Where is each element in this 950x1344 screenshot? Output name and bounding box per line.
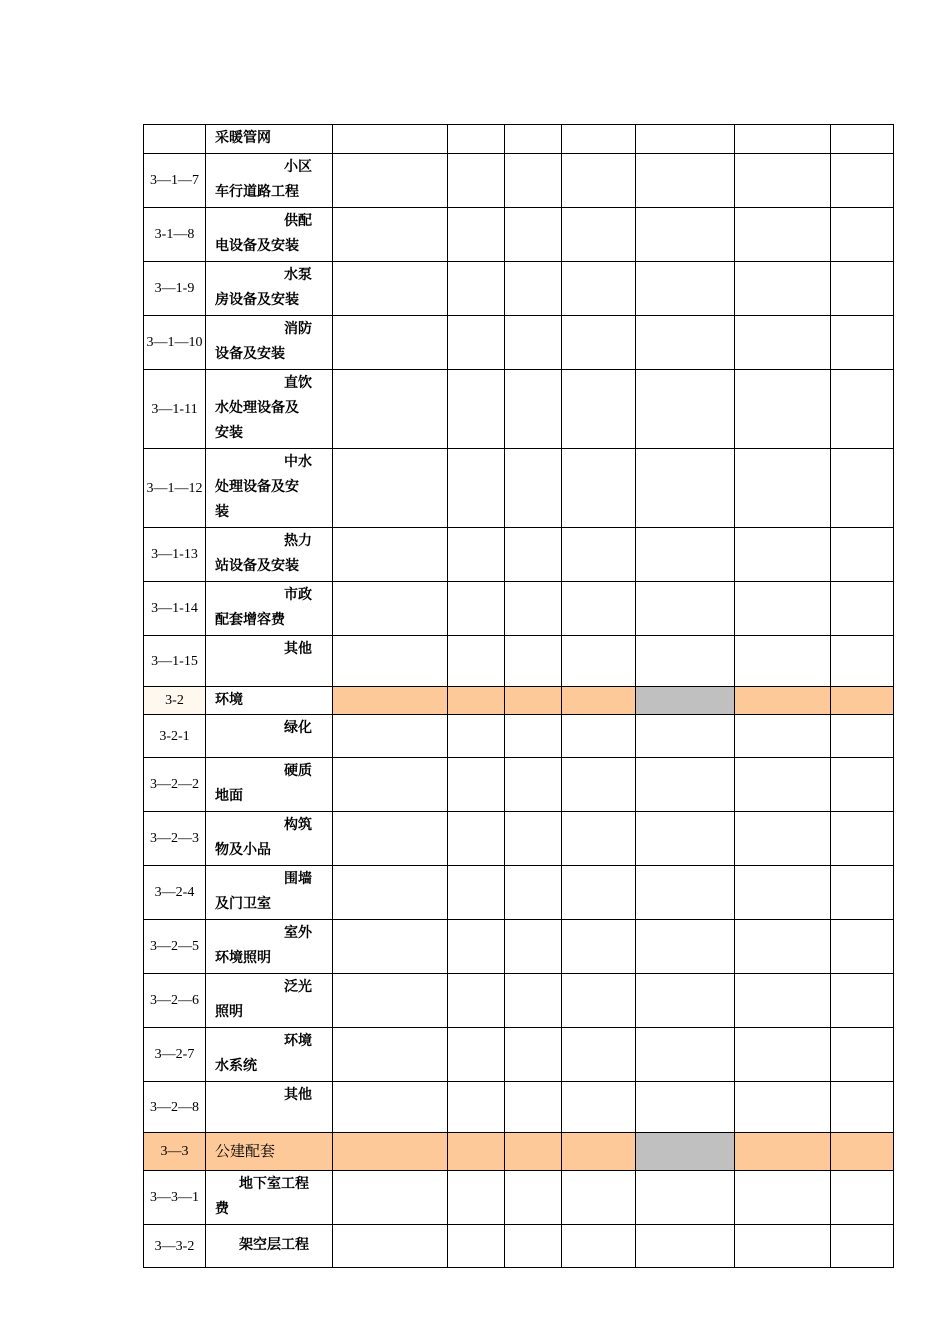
- section-cell: [735, 1133, 831, 1171]
- empty-cell: [831, 758, 894, 812]
- item-code: 3-1—8: [144, 208, 206, 262]
- table-row: [144, 125, 894, 154]
- item-name: [206, 262, 333, 316]
- empty-cell: [636, 582, 735, 636]
- empty-cell: [505, 758, 562, 812]
- item-name-tail: 设备及安装: [215, 346, 285, 362]
- item-name-head: 其他: [284, 1087, 312, 1103]
- empty-cell: [831, 125, 894, 154]
- item-name: [206, 449, 333, 528]
- section-cell: [505, 1133, 562, 1171]
- item-name-tail: 处理设备及安装: [215, 479, 299, 520]
- item-name-tail: 地面: [215, 788, 243, 804]
- section-cell: [831, 687, 894, 715]
- empty-cell: [636, 1225, 735, 1268]
- empty-cell: [505, 370, 562, 449]
- item-name-head: 硬质: [284, 763, 312, 779]
- item-name-head: 直饮: [284, 375, 312, 391]
- item-name-head: 市政: [284, 587, 312, 603]
- item-name-head: 中水: [284, 454, 312, 470]
- empty-cell: [735, 1171, 831, 1225]
- table-row: [144, 154, 894, 208]
- item-code: 3-2-1: [144, 715, 206, 758]
- empty-cell: [448, 449, 505, 528]
- empty-cell: [735, 449, 831, 528]
- empty-cell: [448, 1225, 505, 1268]
- item-name: [206, 582, 333, 636]
- item-name-head: 室外: [284, 925, 312, 941]
- empty-cell: [333, 715, 448, 758]
- table-row: [144, 866, 894, 920]
- empty-cell: [448, 758, 505, 812]
- section-row-environment: [144, 687, 894, 715]
- item-code: 3—2—5: [144, 920, 206, 974]
- item-name-head: 环境: [284, 1033, 312, 1049]
- table-row: [144, 715, 894, 758]
- item-name-head: 其他: [284, 641, 312, 657]
- empty-cell: [636, 974, 735, 1028]
- empty-cell: [562, 715, 636, 758]
- item-name-tail: 电设备及安装: [215, 238, 299, 254]
- empty-cell: [505, 715, 562, 758]
- empty-cell: [333, 920, 448, 974]
- empty-cell: [735, 154, 831, 208]
- empty-cell: [636, 125, 735, 154]
- empty-cell: [831, 582, 894, 636]
- empty-cell: [562, 582, 636, 636]
- item-name: [206, 812, 333, 866]
- empty-cell: [735, 636, 831, 687]
- item-name-tail: 物及小品: [215, 842, 271, 858]
- table-row: [144, 1082, 894, 1133]
- empty-cell: [831, 812, 894, 866]
- item-code: [144, 125, 206, 154]
- empty-cell: [735, 1225, 831, 1268]
- empty-cell: [831, 1225, 894, 1268]
- item-name-head: 围墙: [284, 871, 312, 887]
- item-name-head: 架空层工程: [239, 1237, 309, 1253]
- item-name-head: 水泵: [284, 267, 312, 283]
- item-code: 3—1-9: [144, 262, 206, 316]
- empty-cell: [735, 262, 831, 316]
- empty-cell: [636, 1171, 735, 1225]
- item-code: 3—1-11: [144, 370, 206, 449]
- section-cell: [735, 687, 831, 715]
- table-row: [144, 1028, 894, 1082]
- section-name: 环境: [206, 687, 333, 715]
- empty-cell: [735, 528, 831, 582]
- empty-cell: [448, 154, 505, 208]
- item-name: [206, 125, 333, 154]
- empty-cell: [636, 208, 735, 262]
- empty-cell: [333, 449, 448, 528]
- empty-cell: [505, 582, 562, 636]
- empty-cell: [448, 262, 505, 316]
- item-name-head: 地下室工程: [239, 1176, 309, 1192]
- empty-cell: [831, 370, 894, 449]
- item-code: 3—3-2: [144, 1225, 206, 1268]
- item-code: 3—2—2: [144, 758, 206, 812]
- section-code: 3—3: [144, 1133, 206, 1171]
- section-gray-cell: [636, 687, 735, 715]
- empty-cell: [505, 1225, 562, 1268]
- empty-cell: [448, 370, 505, 449]
- item-name: [206, 1171, 333, 1225]
- empty-cell: [505, 866, 562, 920]
- empty-cell: [831, 208, 894, 262]
- empty-cell: [735, 208, 831, 262]
- item-name: [206, 920, 333, 974]
- item-name: [206, 154, 333, 208]
- empty-cell: [735, 758, 831, 812]
- empty-cell: [333, 1028, 448, 1082]
- empty-cell: [735, 1028, 831, 1082]
- empty-cell: [333, 1171, 448, 1225]
- empty-cell: [562, 370, 636, 449]
- empty-cell: [333, 974, 448, 1028]
- empty-cell: [505, 125, 562, 154]
- empty-cell: [448, 1082, 505, 1133]
- table-row: [144, 1225, 894, 1268]
- item-name-tail: 水系统: [215, 1058, 257, 1074]
- table-row: [144, 370, 894, 449]
- table-row: [144, 262, 894, 316]
- empty-cell: [562, 528, 636, 582]
- empty-cell: [562, 1028, 636, 1082]
- empty-cell: [333, 1225, 448, 1268]
- empty-cell: [636, 528, 735, 582]
- empty-cell: [831, 262, 894, 316]
- empty-cell: [333, 758, 448, 812]
- empty-cell: [562, 262, 636, 316]
- empty-cell: [333, 636, 448, 687]
- item-code: 3—1—12: [144, 449, 206, 528]
- empty-cell: [636, 1028, 735, 1082]
- empty-cell: [562, 974, 636, 1028]
- empty-cell: [333, 262, 448, 316]
- item-name: [206, 1082, 333, 1133]
- section-row-public-facilities: [144, 1133, 894, 1171]
- empty-cell: [448, 920, 505, 974]
- item-name: [206, 974, 333, 1028]
- item-code: 3—2—8: [144, 1082, 206, 1133]
- empty-cell: [636, 866, 735, 920]
- empty-cell: [333, 812, 448, 866]
- empty-cell: [735, 920, 831, 974]
- item-name-tail: 照明: [215, 1004, 243, 1020]
- item-code: 3—1—10: [144, 316, 206, 370]
- item-name: [206, 715, 333, 758]
- empty-cell: [562, 1225, 636, 1268]
- empty-cell: [448, 974, 505, 1028]
- empty-cell: [562, 758, 636, 812]
- empty-cell: [636, 636, 735, 687]
- item-name: [206, 1028, 333, 1082]
- empty-cell: [831, 920, 894, 974]
- item-name-tail: 及门卫室: [215, 896, 271, 912]
- section-name: 公建配套: [206, 1133, 333, 1171]
- empty-cell: [831, 1028, 894, 1082]
- empty-cell: [562, 125, 636, 154]
- item-name-tail: 站设备及安装: [215, 558, 299, 574]
- empty-cell: [636, 1082, 735, 1133]
- empty-cell: [735, 125, 831, 154]
- empty-cell: [505, 154, 562, 208]
- table-row: [144, 920, 894, 974]
- item-name-tail: 环境照明: [215, 950, 271, 966]
- empty-cell: [831, 316, 894, 370]
- empty-cell: [333, 154, 448, 208]
- empty-cell: [505, 528, 562, 582]
- empty-cell: [636, 920, 735, 974]
- empty-cell: [562, 1171, 636, 1225]
- empty-cell: [448, 208, 505, 262]
- empty-cell: [735, 370, 831, 449]
- item-name-tail: 费: [215, 1201, 229, 1217]
- empty-cell: [505, 1171, 562, 1225]
- empty-cell: [333, 528, 448, 582]
- empty-cell: [333, 125, 448, 154]
- empty-cell: [562, 208, 636, 262]
- item-code: 3—2—3: [144, 812, 206, 866]
- item-name: [206, 316, 333, 370]
- item-name: [206, 1225, 333, 1268]
- section-cell: [448, 687, 505, 715]
- table-row: [144, 758, 894, 812]
- empty-cell: [831, 974, 894, 1028]
- item-name-head: 消防: [284, 321, 312, 337]
- empty-cell: [448, 1171, 505, 1225]
- item-code: 3—1-14: [144, 582, 206, 636]
- empty-cell: [333, 316, 448, 370]
- table-row: [144, 528, 894, 582]
- empty-cell: [505, 449, 562, 528]
- empty-cell: [636, 812, 735, 866]
- cost-table-page: [143, 124, 894, 1268]
- item-code: 3—1-13: [144, 528, 206, 582]
- empty-cell: [333, 866, 448, 920]
- item-name: [206, 758, 333, 812]
- item-name-tail: 水处理设备及安装: [215, 400, 299, 441]
- empty-cell: [735, 316, 831, 370]
- empty-cell: [505, 316, 562, 370]
- empty-cell: [735, 715, 831, 758]
- empty-cell: [562, 316, 636, 370]
- table-row: [144, 582, 894, 636]
- empty-cell: [448, 582, 505, 636]
- empty-cell: [505, 262, 562, 316]
- empty-cell: [562, 154, 636, 208]
- table-row: [144, 1171, 894, 1225]
- empty-cell: [448, 125, 505, 154]
- empty-cell: [831, 1171, 894, 1225]
- section-cell: [562, 1133, 636, 1171]
- empty-cell: [735, 582, 831, 636]
- empty-cell: [562, 812, 636, 866]
- table-row: [144, 316, 894, 370]
- table-row: [144, 208, 894, 262]
- item-code: 3—1-15: [144, 636, 206, 687]
- empty-cell: [333, 370, 448, 449]
- empty-cell: [735, 974, 831, 1028]
- empty-cell: [636, 370, 735, 449]
- empty-cell: [448, 1028, 505, 1082]
- empty-cell: [636, 449, 735, 528]
- item-code: 3—3—1: [144, 1171, 206, 1225]
- empty-cell: [505, 1082, 562, 1133]
- item-name: [206, 528, 333, 582]
- item-name-tail: 车行道路工程: [215, 184, 299, 200]
- empty-cell: [448, 316, 505, 370]
- empty-cell: [831, 1082, 894, 1133]
- item-name-head: 供配: [284, 213, 312, 229]
- empty-cell: [636, 262, 735, 316]
- table-row: [144, 636, 894, 687]
- table-row: [144, 449, 894, 528]
- empty-cell: [448, 636, 505, 687]
- empty-cell: [505, 1028, 562, 1082]
- item-name: [206, 370, 333, 449]
- item-name: [206, 636, 333, 687]
- empty-cell: [562, 920, 636, 974]
- item-code: 3—1—7: [144, 154, 206, 208]
- empty-cell: [735, 866, 831, 920]
- empty-cell: [831, 154, 894, 208]
- empty-cell: [831, 449, 894, 528]
- empty-cell: [636, 154, 735, 208]
- empty-cell: [333, 208, 448, 262]
- section-cell: [333, 687, 448, 715]
- item-code: 3—2—6: [144, 974, 206, 1028]
- empty-cell: [505, 636, 562, 687]
- empty-cell: [831, 528, 894, 582]
- empty-cell: [505, 812, 562, 866]
- empty-cell: [831, 636, 894, 687]
- empty-cell: [333, 1082, 448, 1133]
- section-cell: [505, 687, 562, 715]
- table-row: [144, 974, 894, 1028]
- empty-cell: [562, 866, 636, 920]
- section-gray-cell: [636, 1133, 735, 1171]
- empty-cell: [333, 582, 448, 636]
- empty-cell: [735, 1082, 831, 1133]
- empty-cell: [562, 636, 636, 687]
- empty-cell: [448, 866, 505, 920]
- section-cell: [831, 1133, 894, 1171]
- cost-table: [143, 124, 894, 1268]
- section-cell: [562, 687, 636, 715]
- empty-cell: [505, 208, 562, 262]
- empty-cell: [562, 1082, 636, 1133]
- item-name: [206, 208, 333, 262]
- empty-cell: [448, 528, 505, 582]
- item-name-tail: 房设备及安装: [215, 292, 299, 308]
- table-row: [144, 812, 894, 866]
- item-code: 3—2-4: [144, 866, 206, 920]
- item-name-head: 绿化: [284, 720, 312, 736]
- empty-cell: [448, 812, 505, 866]
- empty-cell: [831, 866, 894, 920]
- item-name-head: 泛光: [284, 979, 312, 995]
- empty-cell: [636, 715, 735, 758]
- item-name-tail: 配套增容费: [215, 612, 285, 628]
- empty-cell: [505, 920, 562, 974]
- empty-cell: [636, 316, 735, 370]
- section-code: 3-2: [144, 687, 206, 715]
- item-name: [206, 866, 333, 920]
- item-code: 3—2-7: [144, 1028, 206, 1082]
- empty-cell: [562, 449, 636, 528]
- empty-cell: [735, 812, 831, 866]
- empty-cell: [448, 715, 505, 758]
- item-name-head: 构筑: [284, 817, 312, 833]
- empty-cell: [636, 758, 735, 812]
- empty-cell: [831, 715, 894, 758]
- item-name-text: 采暖管网: [215, 130, 271, 146]
- item-name-head: 小区: [284, 159, 312, 175]
- section-cell: [448, 1133, 505, 1171]
- section-cell: [333, 1133, 448, 1171]
- empty-cell: [505, 974, 562, 1028]
- item-name-head: 热力: [284, 533, 312, 549]
